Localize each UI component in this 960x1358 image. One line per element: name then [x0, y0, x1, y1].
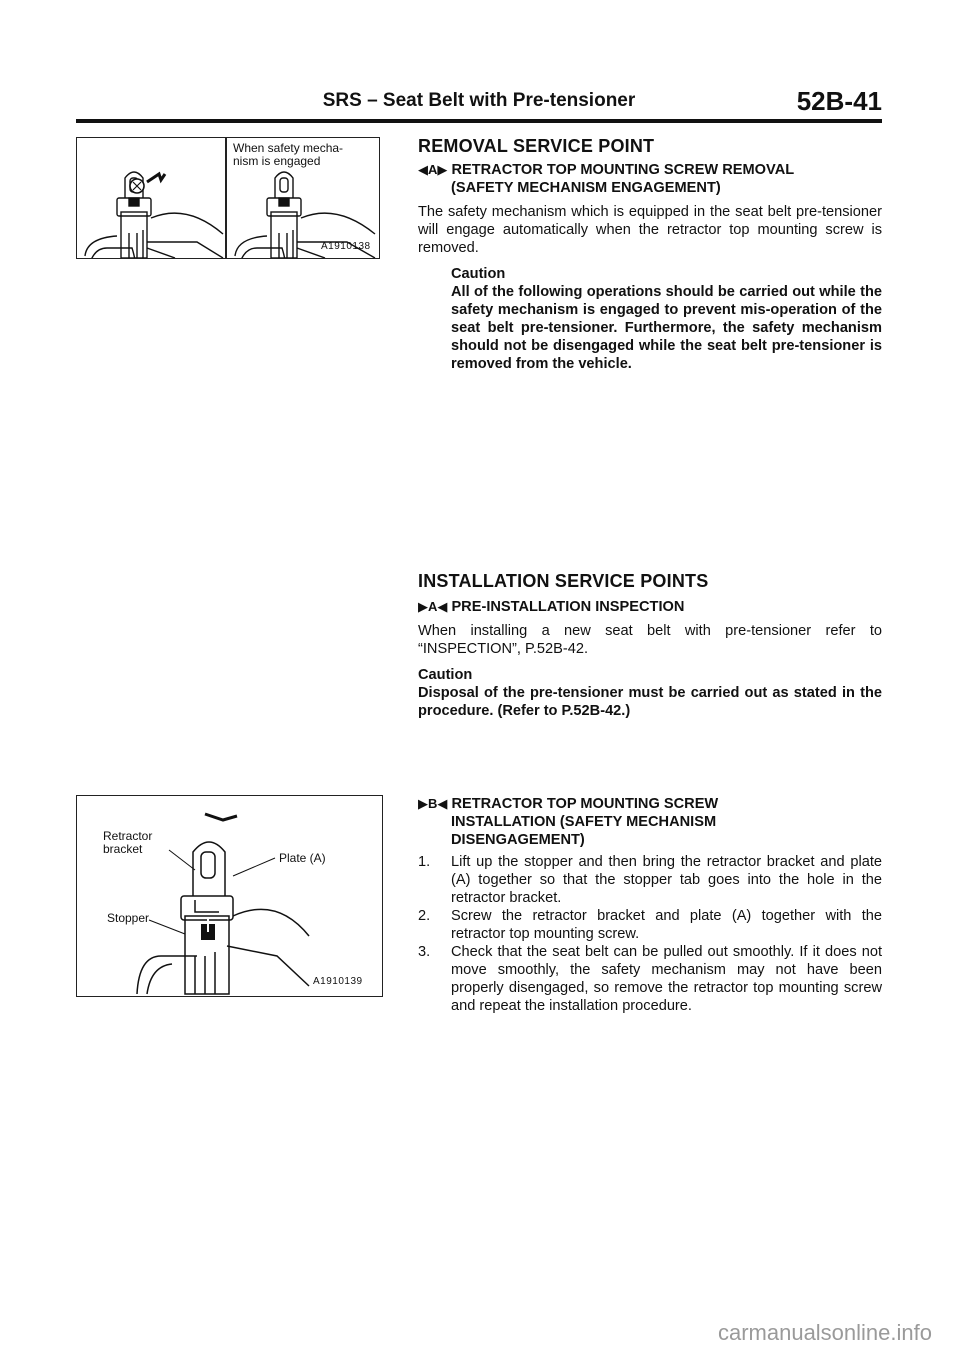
list-item: [418, 907, 882, 943]
removal-body: The safety mechanism which is equipped in the seat belt pre-tensioner will engage automatically when the retractor top mounting screw is removed.: [418, 204, 882, 256]
installation-item-b-title-line1: RETRACTOR TOP MOUNTING SCREW: [451, 796, 719, 812]
step-number: 1.: [418, 854, 431, 870]
installation-heading: INSTALLATION SERVICE POINTS: [418, 571, 709, 591]
installation-item-b-title-line2: INSTALLATION (SAFETY MECHANISM: [451, 814, 717, 830]
installation-item-b-mark: ▶B◀: [418, 796, 448, 811]
removal-item-title-line1: RETRACTOR TOP MOUNTING SCREW REMOVAL: [451, 162, 795, 178]
list-item: [418, 853, 882, 907]
step-text: Check that the seat belt can be pulled out smoothly. If it does not move smoothly, the safety mechanism may not have been properly disengaged, so remove the retractor top mounting screw and repeat the installation procedure.: [451, 944, 882, 1014]
figure-safety-mechanism: [76, 137, 380, 259]
installation-item-a-mark: ▶A◀: [418, 599, 448, 614]
step-text: Lift up the stopper and then bring the retractor bracket and plate (A) together so that the stopper tab goes into the hole in the retractor bracket.: [451, 854, 882, 906]
removal-caution-text: All of the following operations should be carried out while the safety mechanism is engaged to prevent mis-operation of the seat belt pre-tensioner. Furthermore, the safety mechanism should not be disengaged while the seat belt pre-tensioner is removed from the vehicle.: [451, 284, 882, 372]
installation-section: [418, 572, 882, 720]
retractor-installation-illustration: [77, 796, 382, 996]
removal-item-title-line2: (SAFETY MECHANISM ENGAGEMENT): [451, 180, 721, 196]
installation-item-a-title: [418, 598, 882, 616]
removal-item-title: [418, 161, 882, 197]
page-header: [76, 88, 882, 116]
label-plate-a: Plate (A): [279, 851, 326, 865]
retractor-illustration-normal: [77, 138, 225, 258]
removal-caution-label: Caution: [451, 266, 506, 282]
installation-item-b-title-line3: DISENGAGEMENT): [451, 832, 585, 848]
step-number: 3.: [418, 944, 431, 960]
step-number: 2.: [418, 908, 431, 924]
header-rule: [76, 119, 882, 123]
installation-item-b: [418, 795, 882, 1015]
list-item: [418, 943, 882, 1015]
removal-section: [418, 137, 882, 373]
page-number: 52B-41: [796, 86, 882, 116]
figure-code: A1910138: [321, 241, 371, 252]
installation-caution-text: Disposal of the pre-tensioner must be carried out as stated in the procedure. (Refer to P.52B-42.): [418, 685, 882, 719]
figure-caption: When safety mecha- nism is engaged: [233, 141, 344, 168]
installation-steps: [418, 853, 882, 1015]
watermark: carmanualsonline.info: [717, 1320, 932, 1345]
removal-caution: [418, 265, 882, 373]
installation-caution: [418, 666, 882, 720]
installation-item-a-title-text: PRE-INSTALLATION INSPECTION: [451, 599, 685, 615]
installation-item-a-body: When installing a new seat belt with pre-tensioner refer to “INSPECTION”, P.52B-42.: [418, 623, 882, 657]
removal-heading: REMOVAL SERVICE POINT: [418, 136, 655, 156]
page-title: SRS – Seat Belt with Pre-tensioner: [322, 90, 636, 111]
figure-retractor-installation: [76, 795, 383, 997]
installation-caution-label: Caution: [418, 667, 473, 683]
label-stopper: Stopper: [107, 911, 150, 925]
installation-item-b-title: [418, 795, 882, 849]
step-text: Screw the retractor bracket and plate (A) together with the retractor top mounting screw.: [451, 908, 882, 942]
figure-code-2: A1910139: [313, 976, 363, 987]
label-retractor-bracket: Retractor bracket: [103, 829, 153, 856]
removal-item-mark: ◀A▶: [418, 162, 448, 177]
